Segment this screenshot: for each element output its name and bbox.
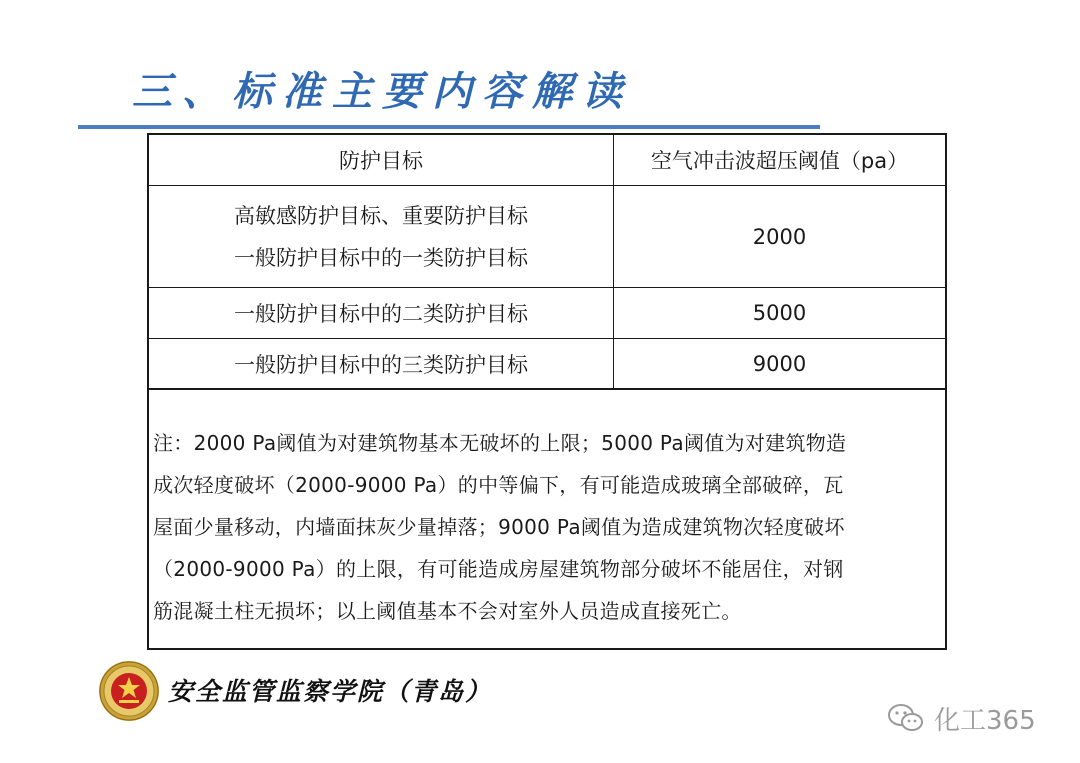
note-text [153,422,945,632]
title-divider [78,125,820,129]
row-target: 一般防护目标中的三类防护目标 [149,339,614,390]
header-target: 防护目标 [149,135,614,186]
row-value: 5000 [614,288,946,339]
note-line: 屋面少量移动，内墙面抹灰少量掉落；9000 Pa阈值为造成建筑物次轻度破坏 [153,515,845,539]
note-line: 筋混凝土柱无损坏；以上阈值基本不会对室外人员造成直接死亡。 [153,599,742,623]
table-row [149,339,945,390]
note-line: （2000-9000 Pa）的上限，有可能造成房屋建筑物部分破坏不能居住，对钢 [153,557,844,581]
row-value: 2000 [614,186,946,288]
content-frame [147,133,947,650]
row-value: 9000 [614,339,946,390]
note-line: 注：2000 Pa阈值为对建筑物基本无破坏的上限；5000 Pa阈值为对建筑物造 [153,431,847,455]
table-header-row [149,135,945,186]
row-target: 一般防护目标中的二类防护目标 [149,288,614,339]
table-row [149,288,945,339]
row-target [149,186,614,288]
note-line: 成次轻度破坏（2000-9000 Pa）的中等偏下，有可能造成玻璃全部破碎，瓦 [153,473,844,497]
page-title: 三、标准主要内容解读 [132,68,632,115]
watermark-text: 化工365 [934,705,1036,736]
emblem-icon [98,660,160,722]
organization-name: 安全监管监察学院（青岛） [168,677,493,706]
wechat-icon [886,702,926,734]
row-target-line: 高敏感防护目标、重要防护目标 [234,203,528,228]
header-threshold: 空气冲击波超压阈值（pa） [614,135,946,186]
threshold-table [149,135,945,390]
row-target-line: 一般防护目标中的一类防护目标 [234,245,528,270]
table-row [149,186,945,288]
watermark [886,700,1036,736]
